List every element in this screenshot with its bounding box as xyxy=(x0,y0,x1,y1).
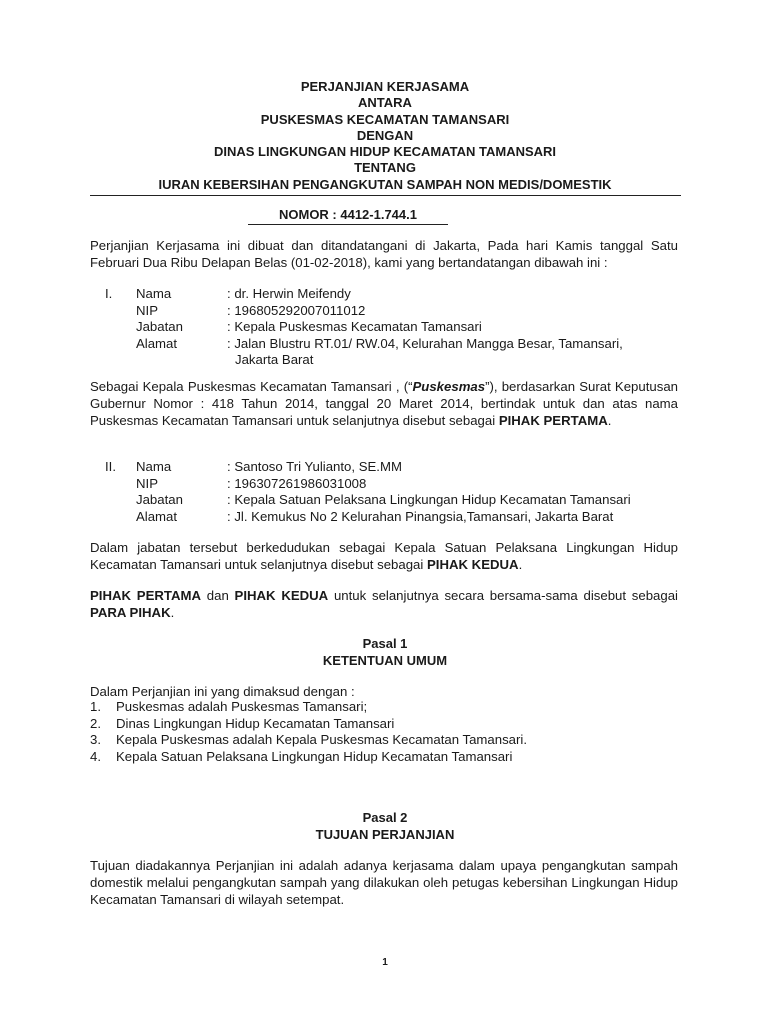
list-item-text: Puskesmas adalah Puskesmas Tamansari; xyxy=(116,699,368,714)
page-number: 1 xyxy=(382,957,388,968)
para-pihak-text: dan xyxy=(201,588,235,603)
document-title xyxy=(90,79,680,193)
party-2-jabatan-row xyxy=(90,492,680,509)
title-line-4: DENGAN xyxy=(356,127,414,143)
party-2-description xyxy=(90,539,678,573)
party-2-desc-end: . xyxy=(518,557,523,572)
list-item-number: 4. xyxy=(90,748,101,764)
list-item-number: 3. xyxy=(90,732,101,747)
list-item-number: 1. xyxy=(90,699,101,714)
list-item-number: 2. xyxy=(90,715,101,731)
party-1-alamat-row-2 xyxy=(90,352,680,369)
pihak-pertama-term: PIHAK PERTAMA xyxy=(90,588,202,603)
title-line-3: PUSKESMAS KECAMATAN TAMANSARI xyxy=(260,111,510,127)
party-1-description xyxy=(90,378,678,429)
para-pihak-paragraph xyxy=(90,587,678,621)
party-2-nama-row xyxy=(90,459,680,476)
party-1-nip-row xyxy=(90,303,680,320)
party-2-desc-text: Dalam jabatan tersebut berkedudukan sebagai Kepala Satuan Pelaksana Lingkungan Hidup Kecamatan Tamansari untuk selanjutnya disebut sebagai xyxy=(90,540,678,572)
para-pihak-text-2: untuk selanjutnya secara bersama-sama disebut sebagai xyxy=(328,588,678,603)
list-item-text: Kepala Satuan Pelaksana Lingkungan Hidup Kecamatan Tamansari xyxy=(116,748,513,764)
jabatan-label: Jabatan xyxy=(136,492,183,507)
alamat-value: : Jl. Kemukus No 2 Kelurahan Pinangsia,Tamansari, Jakarta Barat xyxy=(227,508,614,524)
pasal-2-heading xyxy=(90,809,680,843)
title-line-7: IURAN KEBERSIHAN PENGANGKUTAN SAMPAH NON MEDIS/DOMESTIK xyxy=(158,176,612,192)
nip-label: NIP xyxy=(136,475,158,491)
party-1-nama-row xyxy=(90,286,680,303)
pihak-pertama-term: PIHAK PERTAMA xyxy=(498,413,608,428)
document-number: NOMOR : 4412-1.744.1 xyxy=(248,207,448,225)
nip-value: : 196307261986031008 xyxy=(227,475,367,491)
nip-label: NIP xyxy=(136,302,158,318)
alamat-label: Alamat xyxy=(136,335,178,351)
alamat-value: : Jalan Blustru RT.01/ RW.04, Kelurahan Mangga Besar, Tamansari, xyxy=(227,335,623,351)
intro-paragraph: Perjanjian Kerjasama ini dibuat dan ditandatangani di Jakarta, Pada hari Kamis tanggal Satu Februari Dua Ribu Delapan Belas (01-02-2018), kami yang bertandatangan dibawah ini : xyxy=(90,238,678,270)
party-1-alamat-row xyxy=(90,336,680,353)
pasal-1-intro: Dalam Perjanjian ini yang dimaksud dengan : xyxy=(90,684,355,699)
para-pihak-end: . xyxy=(170,605,175,620)
party-1-desc-text-2: ”), berdasarkan Surat Keputusan Gubernur Nomor : 418 Tahun 2014, tanggal 20 Maret 2014, bertindak untuk dan atas nama Puskesmas Kecamatan Tamansari untuk selanjutnya disebut sebagai xyxy=(90,379,678,428)
nama-value: : Santoso Tri Yulianto, SE.MM xyxy=(227,459,402,474)
pihak-kedua-term: PIHAK KEDUA xyxy=(426,557,519,572)
title-line-2: ANTARA xyxy=(358,95,412,111)
pasal-2-title: TUJUAN PERJANJIAN xyxy=(315,827,455,842)
title-line-1: PERJANJIAN KERJASAMA xyxy=(300,79,470,94)
party-2-number: II. xyxy=(105,459,116,474)
list-item-text: Dinas Lingkungan Hidup Kecamatan Tamansari xyxy=(116,715,395,731)
party-1-jabatan-row xyxy=(90,319,680,336)
party-1-desc-end: . xyxy=(607,413,612,428)
pasal-1-title: KETENTUAN UMUM xyxy=(322,653,448,668)
party-1-number: I. xyxy=(105,286,113,301)
pasal-2-number: Pasal 2 xyxy=(362,810,408,825)
title-divider xyxy=(90,195,681,196)
party-1-desc-text: Sebagai Kepala Puskesmas Kecamatan Tamansari , (“ xyxy=(90,379,413,394)
pasal-1-definitions-list xyxy=(90,699,680,765)
nama-label: Nama xyxy=(136,286,172,301)
jabatan-value: : Kepala Puskesmas Kecamatan Tamansari xyxy=(227,319,482,334)
nama-value: : dr. Herwin Meifendy xyxy=(227,286,351,301)
list-item xyxy=(90,699,680,716)
para-pihak-term: PARA PIHAK xyxy=(90,605,171,620)
alamat-value-cont: Jakarta Barat xyxy=(235,352,314,367)
list-item xyxy=(90,749,680,766)
party-2-alamat-row xyxy=(90,509,680,526)
puskesmas-term: Puskesmas xyxy=(412,379,486,394)
jabatan-value: : Kepala Satuan Pelaksana Lingkungan Hidup Kecamatan Tamansari xyxy=(227,492,631,507)
pasal-1-heading xyxy=(90,635,680,669)
pasal-2-text: Tujuan diadakannya Perjanjian ini adalah adanya kerjasama dalam upaya pengangkutan sampah domestik melalui pengangkutan sampah yang dilakukan oleh petugas kebersihan Lingkungan Hidup Kecamatan Tamansari di wilayah setempat. xyxy=(90,858,678,907)
list-item xyxy=(90,716,680,733)
nip-value: : 196805292007011012 xyxy=(227,302,366,318)
title-line-5: DINAS LINGKUNGAN HIDUP KECAMATAN TAMANSARI xyxy=(213,144,557,160)
list-item-text: Kepala Puskesmas adalah Kepala Puskesmas Kecamatan Tamansari. xyxy=(116,732,527,747)
nama-label: Nama xyxy=(136,459,172,474)
list-item xyxy=(90,732,680,749)
party-2-identity xyxy=(90,459,680,525)
pasal-1-number: Pasal 1 xyxy=(362,636,408,651)
jabatan-label: Jabatan xyxy=(136,319,183,334)
party-1-identity xyxy=(90,286,680,369)
title-line-6: TENTANG xyxy=(354,160,416,176)
alamat-label: Alamat xyxy=(136,508,178,524)
party-2-nip-row xyxy=(90,476,680,493)
pihak-kedua-term: PIHAK KEDUA xyxy=(234,588,329,603)
